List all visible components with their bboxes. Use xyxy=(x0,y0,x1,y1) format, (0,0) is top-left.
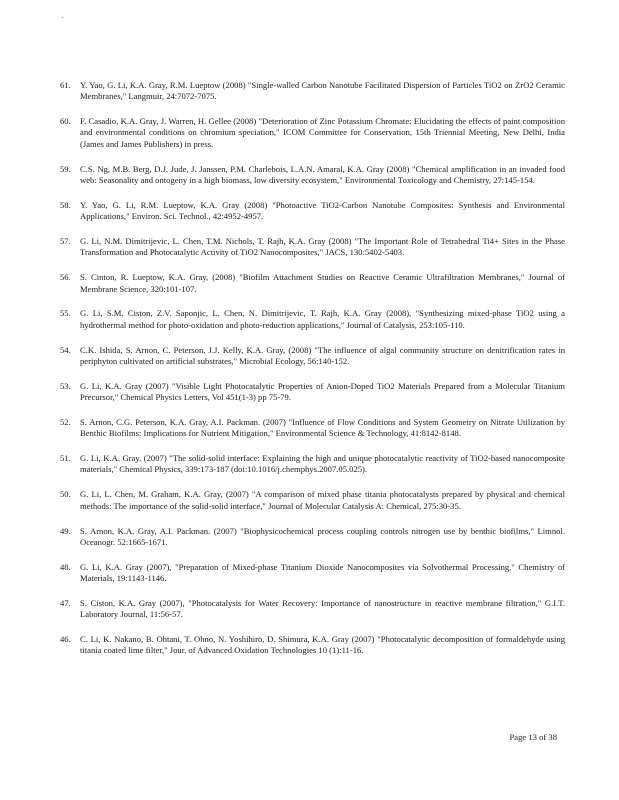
reference-text: G. Li, N.M. Dimitrijevic, L. Chen, T.M. Nichols, T. Rajh, K.A. Gray (2008) "The Important Role of Tetrahedral Ti4+ Sites in the Phase Transformation and Photocatalytic Activity of TiO2 Nanocomposites," JACS, 130:5402-5403. xyxy=(80,236,565,258)
reference-item xyxy=(60,381,565,404)
reference-item xyxy=(60,345,565,368)
reference-text: F. Casadio, K.A. Gray, J. Warren, H. Gellee (2008) "Deterioration of Zinc Potassium Chromate: Elucidating the effects of paint composition and environmental conditions on chromium speciation," ICOM Committee for Conservation, 15th Triennial Meeting, New Delhi, India (James and James Publishers) in press. xyxy=(80,116,565,149)
page-number: Page 13 of 38 xyxy=(509,732,557,742)
reference-number: 50. xyxy=(60,489,71,500)
reference-text: C. Li, K. Nakano, B. Ohtani, T. Ohno, N. Yoshihiro, D. Shimura, K.A. Gray (2007) "Photocatalytic decomposition of formaldehyde using titania coated lime filter," Jour. of Advanced Oxidation Technologies 10 (1):11-16. xyxy=(80,634,565,656)
reference-text: G. Li, K.A. Gray (2007) "Visible Light Photocatalytic Properties of Anion-Doped TiO2 Materials Prepared from a Molecular Titanium Precursor," Chemical Physics Letters, Vol 451(1-3) pp 75-79. xyxy=(80,380,565,403)
reference-text: C.K. Ishida, S. Arnon, C. Peterson, J.J. Kelly, K.A. Gray, (2008) "The influence of algal community structure on denitrification rates in periphyton cultivated on artificial substrates," Microbial Ecology, 56:140-152. xyxy=(80,344,565,366)
reference-number: 55. xyxy=(60,308,71,319)
reference-text: C.S. Ng, M.B. Berg, D.J. Jude, J. Janssen, P.M. Charlebois, L.A.N. Amaral, K.A. Gray (2008) "Chemical amplification in an invaded food web: Seasonality and ontogeny in a high biomass, low diversity ecosystem," Environmental Toxicology and Chemistry, 27:145-154. xyxy=(80,163,565,185)
reference-item xyxy=(60,634,565,657)
reference-item xyxy=(60,489,565,512)
reference-number: 59. xyxy=(60,163,71,174)
reference-text: G. Li, K.A. Gray (2007), "Preparation of Mixed-phase Titanium Dioxide Nanocomposites via Solvothermal Processing," Chemistry of Materials, 19:1143-1146. xyxy=(80,561,565,584)
reference-item xyxy=(60,164,565,187)
scan-speck xyxy=(62,17,63,18)
reference-item xyxy=(60,453,565,476)
reference-number: 56. xyxy=(60,272,71,283)
reference-text: Y. Yao, G. Li, K.A. Gray, R.M. Lueptow (2008) "Single-walled Carbon Nanotube Facilitated Dispersion of Particles TiO2 on ZrO2 Ceramic Membranes," Langmuir, 24:7072-7075. xyxy=(80,80,565,102)
reference-text: S. Arnon, K.A. Gray, A.I. Packman. (2007) "Biophysicochemical process coupling controls nitrogen use by benthic biofilms," Limnol. Oceanogr. 52:1665-1671. xyxy=(80,525,565,547)
reference-item xyxy=(60,308,565,331)
reference-number: 57. xyxy=(60,236,71,247)
reference-number: 54. xyxy=(60,344,71,355)
reference-text: Y. Yao, G. Li, R.M. Lueptow, K.A. Gray (2008) "Photoactive TiO2-Carbon Nanotube Composites: Synthesis and Environmental Applications," Environ. Sci. Technol., 42:4952-4957. xyxy=(80,199,565,222)
reference-item xyxy=(60,80,565,103)
reference-text: S. Arnon, C.G. Peterson, K.A. Gray, A.I. Packman. (2007) "Influence of Flow Conditions and System Geometry on Nitrate Utilization by Benthic Biofilms: Implications for Nutrient Mitigation," Environmental Science & Technology, 41:8142-8148. xyxy=(80,416,565,439)
reference-item xyxy=(60,116,565,150)
reference-item xyxy=(60,526,565,549)
reference-number: 60. xyxy=(60,116,71,127)
reference-item xyxy=(60,272,565,295)
reference-item xyxy=(60,200,565,223)
reference-item xyxy=(60,236,565,259)
reference-number: 61. xyxy=(60,80,71,90)
reference-text: S. Ciston, K.A. Gray (2007), "Photocatalysis for Water Recovery: Importance of nanostructure in reactive membrane filtration," G.I.T. Laboratory Journal, 11:56-57. xyxy=(80,597,565,620)
reference-list xyxy=(60,80,565,670)
reference-number: 52. xyxy=(60,416,71,427)
reference-number: 51. xyxy=(60,453,71,464)
reference-number: 49. xyxy=(60,525,71,536)
reference-text: G. Li, S.M. Ciston, Z.V. Saponjic, L. Chen, N. Dimitrijevic, T. Rajh, K.A. Gray (2008), "Synthesizing mixed-phase TiO2 using a hydrothermal method for photo-oxidation and photo-reduction applications," Journal of Catalysis, 253:105-110. xyxy=(80,308,565,330)
reference-number: 46. xyxy=(60,634,71,645)
reference-number: 53. xyxy=(60,380,71,391)
reference-number: 58. xyxy=(60,199,71,210)
reference-text: S. Cinton, R. Lueptow, K.A. Gray, (2008) "Biofilm Attachment Studies on Reactive Ceramic Ultrafiltration Membranes," Journal of Membrane Science, 320:101-107. xyxy=(80,272,565,294)
reference-item xyxy=(60,417,565,440)
reference-text: G. Li, K.A. Gray. (2007) "The solid-solid interface: Explaining the high and unique photocatalytic reactivity of TiO2-based nanocomposite materials," Chemical Physics, 339:173-187 (doi:10.1016/j.chemphys.2007.05.025). xyxy=(80,453,565,475)
reference-text: G. Li, L. Chen, M. Graham, K.A. Gray, (2007) "A comparison of mixed phase titania photocatalysts prepared by physical and chemical methods: The importance of the solid-solid interface," Journal of Molecular Catalysis A: Chemical, 275:30-35. xyxy=(80,489,565,511)
reference-number: 47. xyxy=(60,597,71,608)
reference-number: 48. xyxy=(60,561,71,572)
reference-item xyxy=(60,598,565,621)
reference-item xyxy=(60,562,565,585)
